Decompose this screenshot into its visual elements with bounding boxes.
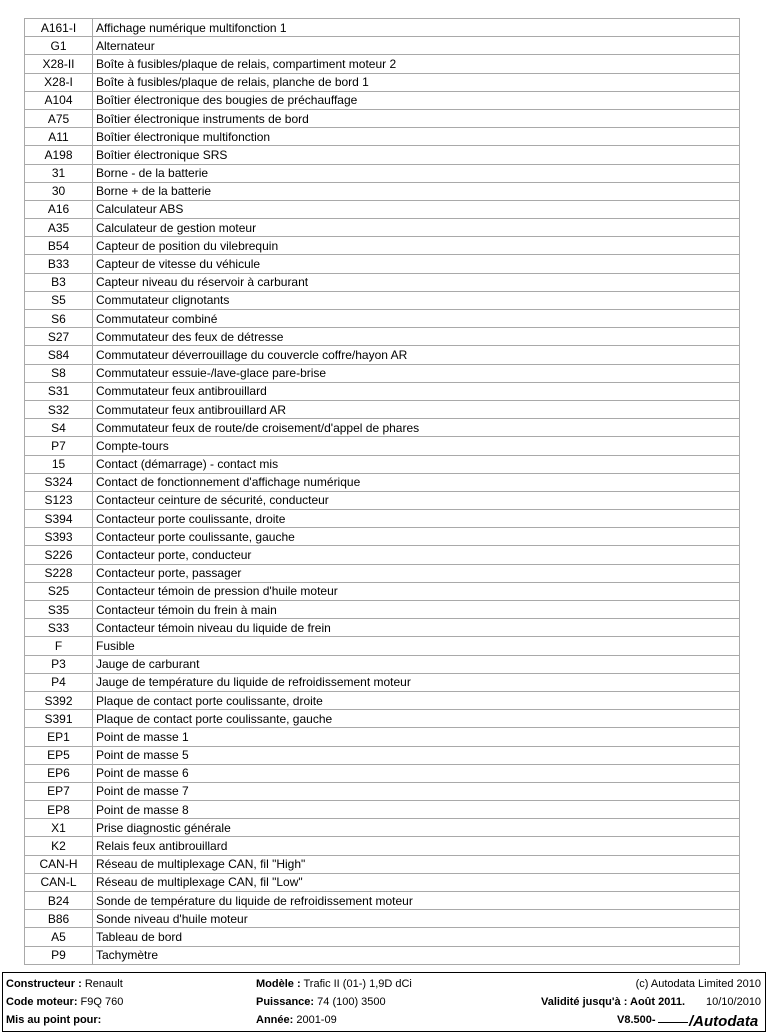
copyright: (c) Autodata Limited 2010 <box>635 978 761 990</box>
legend-row <box>25 109 740 127</box>
component-code: S32 <box>25 400 93 418</box>
puissance: Puissance: 74 (100) 3500 <box>256 996 386 1008</box>
component-code: S27 <box>25 328 93 346</box>
legend-row <box>25 237 740 255</box>
component-description: Contacteur témoin du frein à main <box>93 601 740 619</box>
legend-row <box>25 346 740 364</box>
legend-row <box>25 455 740 473</box>
legend-row <box>25 55 740 73</box>
legend-row <box>25 546 740 564</box>
component-code: S25 <box>25 582 93 600</box>
legend-row <box>25 728 740 746</box>
component-description: Commutateur feux antibrouillard AR <box>93 400 740 418</box>
component-description: Calculateur de gestion moteur <box>93 219 740 237</box>
legend-row <box>25 91 740 109</box>
legend-row <box>25 855 740 873</box>
legend-row <box>25 637 740 655</box>
component-code: S324 <box>25 473 93 491</box>
component-description: Point de masse 5 <box>93 746 740 764</box>
component-description: Prise diagnostic générale <box>93 819 740 837</box>
component-code: G1 <box>25 37 93 55</box>
legend-row <box>25 37 740 55</box>
legend-row <box>25 510 740 528</box>
component-code: P3 <box>25 655 93 673</box>
component-code: EP1 <box>25 728 93 746</box>
component-description: Boîtier électronique des bougies de préchauffage <box>93 91 740 109</box>
legend-row <box>25 801 740 819</box>
legend-row <box>25 419 740 437</box>
component-description: Commutateur clignotants <box>93 291 740 309</box>
component-code: S35 <box>25 601 93 619</box>
component-code: CAN-L <box>25 873 93 891</box>
component-code: A16 <box>25 200 93 218</box>
legend-row <box>25 182 740 200</box>
component-code: P4 <box>25 673 93 691</box>
component-description: Commutateur feux antibrouillard <box>93 382 740 400</box>
component-code: A75 <box>25 109 93 127</box>
component-description: Capteur de vitesse du véhicule <box>93 255 740 273</box>
legend-row <box>25 837 740 855</box>
component-description: Relais feux antibrouillard <box>93 837 740 855</box>
print-date: 10/10/2010 <box>706 996 762 1008</box>
legend-row <box>25 691 740 709</box>
legend-row <box>25 528 740 546</box>
component-code: 30 <box>25 182 93 200</box>
component-description: Borne + de la batterie <box>93 182 740 200</box>
component-description: Affichage numérique multifonction 1 <box>93 19 740 37</box>
legend-row <box>25 146 740 164</box>
legend-row <box>25 655 740 673</box>
mis-au-point-pour: Mis au point pour: <box>6 1014 102 1026</box>
component-legend-table <box>24 18 740 965</box>
component-description: Commutateur feux de route/de croisement/d'appel de phares <box>93 419 740 437</box>
component-code: S6 <box>25 310 93 328</box>
component-code: S228 <box>25 564 93 582</box>
component-code: X28-I <box>25 73 93 91</box>
legend-row <box>25 473 740 491</box>
component-description: Plaque de contact porte coulissante, gauche <box>93 710 740 728</box>
component-code: S393 <box>25 528 93 546</box>
legend-row <box>25 910 740 928</box>
component-code: B3 <box>25 273 93 291</box>
component-description: Point de masse 1 <box>93 728 740 746</box>
legend-row <box>25 946 740 964</box>
legend-row <box>25 819 740 837</box>
legend-row <box>25 491 740 509</box>
document-footer <box>2 972 766 1032</box>
legend-row <box>25 255 740 273</box>
component-description: Contacteur porte, conducteur <box>93 546 740 564</box>
legend-row <box>25 928 740 946</box>
component-code: S226 <box>25 546 93 564</box>
legend-row <box>25 310 740 328</box>
legend-row <box>25 219 740 237</box>
component-code: S5 <box>25 291 93 309</box>
component-code: S33 <box>25 619 93 637</box>
constructeur: Constructeur : Renault <box>6 978 123 990</box>
legend-row <box>25 782 740 800</box>
legend-row <box>25 673 740 691</box>
component-code: S392 <box>25 691 93 709</box>
component-code: CAN-H <box>25 855 93 873</box>
component-code: S394 <box>25 510 93 528</box>
modele: Modèle : Trafic II (01-) 1,9D dCi <box>256 978 412 990</box>
component-code: F <box>25 637 93 655</box>
component-description: Calculateur ABS <box>93 200 740 218</box>
component-description: Réseau de multiplexage CAN, fil "High" <box>93 855 740 873</box>
annee: Année: 2001-09 <box>256 1014 337 1026</box>
component-code: 15 <box>25 455 93 473</box>
component-code: A35 <box>25 219 93 237</box>
component-description: Boîte à fusibles/plaque de relais, planche de bord 1 <box>93 73 740 91</box>
component-code: EP6 <box>25 764 93 782</box>
component-description: Borne - de la batterie <box>93 164 740 182</box>
legend-row <box>25 619 740 637</box>
component-description: Plaque de contact porte coulissante, droite <box>93 691 740 709</box>
component-code: B54 <box>25 237 93 255</box>
component-description: Boîte à fusibles/plaque de relais, compartiment moteur 2 <box>93 55 740 73</box>
component-code: EP8 <box>25 801 93 819</box>
component-description: Contacteur témoin de pression d'huile moteur <box>93 582 740 600</box>
component-description: Boîtier électronique instruments de bord <box>93 109 740 127</box>
logo-rule <box>658 1022 688 1023</box>
component-description: Tachymètre <box>93 946 740 964</box>
component-description: Point de masse 6 <box>93 764 740 782</box>
component-code: A5 <box>25 928 93 946</box>
component-description: Boîtier électronique multifonction <box>93 128 740 146</box>
component-code: B24 <box>25 892 93 910</box>
component-description: Contact (démarrage) - contact mis <box>93 455 740 473</box>
legend-row <box>25 164 740 182</box>
component-description: Point de masse 7 <box>93 782 740 800</box>
component-description: Tableau de bord <box>93 928 740 946</box>
component-code: X1 <box>25 819 93 837</box>
legend-row <box>25 873 740 891</box>
component-description: Réseau de multiplexage CAN, fil "Low" <box>93 873 740 891</box>
component-description: Capteur de position du vilebrequin <box>93 237 740 255</box>
legend-row <box>25 19 740 37</box>
legend-row <box>25 601 740 619</box>
component-description: Fusible <box>93 637 740 655</box>
component-description: Commutateur essuie-/lave-glace pare-brise <box>93 364 740 382</box>
component-code: EP7 <box>25 782 93 800</box>
component-code: X28-II <box>25 55 93 73</box>
component-description: Commutateur combiné <box>93 310 740 328</box>
legend-row <box>25 400 740 418</box>
legend-row <box>25 892 740 910</box>
component-description: Capteur niveau du réservoir à carburant <box>93 273 740 291</box>
legend-row <box>25 746 740 764</box>
component-description: Commutateur des feux de détresse <box>93 328 740 346</box>
version: V8.500- <box>617 1014 656 1026</box>
legend-row <box>25 291 740 309</box>
component-code: P7 <box>25 437 93 455</box>
component-description: Boîtier électronique SRS <box>93 146 740 164</box>
component-code: S123 <box>25 491 93 509</box>
component-code: S84 <box>25 346 93 364</box>
component-code: S8 <box>25 364 93 382</box>
legend-row <box>25 364 740 382</box>
component-code: S391 <box>25 710 93 728</box>
legend-row <box>25 764 740 782</box>
component-description: Contacteur ceinture de sécurité, conducteur <box>93 491 740 509</box>
legend-row <box>25 382 740 400</box>
component-code: A161-I <box>25 19 93 37</box>
component-description: Contact de fonctionnement d'affichage numérique <box>93 473 740 491</box>
component-description: Sonde de température du liquide de refroidissement moteur <box>93 892 740 910</box>
autodata-logo: /Autodata <box>689 1013 759 1030</box>
component-code: A104 <box>25 91 93 109</box>
legend-row <box>25 564 740 582</box>
legend-row <box>25 437 740 455</box>
component-description: Jauge de température du liquide de refroidissement moteur <box>93 673 740 691</box>
legend-row <box>25 200 740 218</box>
component-description: Jauge de carburant <box>93 655 740 673</box>
legend-row <box>25 328 740 346</box>
component-code: 31 <box>25 164 93 182</box>
component-code: EP5 <box>25 746 93 764</box>
component-description: Contacteur porte coulissante, gauche <box>93 528 740 546</box>
legend-row <box>25 582 740 600</box>
component-description: Sonde niveau d'huile moteur <box>93 910 740 928</box>
component-description: Point de masse 8 <box>93 801 740 819</box>
component-code: A11 <box>25 128 93 146</box>
component-description: Contacteur porte coulissante, droite <box>93 510 740 528</box>
legend-row <box>25 128 740 146</box>
component-code: P9 <box>25 946 93 964</box>
component-description: Contacteur témoin niveau du liquide de frein <box>93 619 740 637</box>
component-code: B86 <box>25 910 93 928</box>
component-code: S4 <box>25 419 93 437</box>
legend-row <box>25 273 740 291</box>
component-description: Compte-tours <box>93 437 740 455</box>
legend-row <box>25 73 740 91</box>
component-code: K2 <box>25 837 93 855</box>
legend-row <box>25 710 740 728</box>
component-code: A198 <box>25 146 93 164</box>
component-description: Commutateur déverrouillage du couvercle coffre/hayon AR <box>93 346 740 364</box>
component-description: Contacteur porte, passager <box>93 564 740 582</box>
component-code: B33 <box>25 255 93 273</box>
validite: Validité jusqu'à : Août 2011. <box>541 996 686 1008</box>
component-code: S31 <box>25 382 93 400</box>
code-moteur: Code moteur: F9Q 760 <box>6 996 124 1008</box>
component-description: Alternateur <box>93 37 740 55</box>
